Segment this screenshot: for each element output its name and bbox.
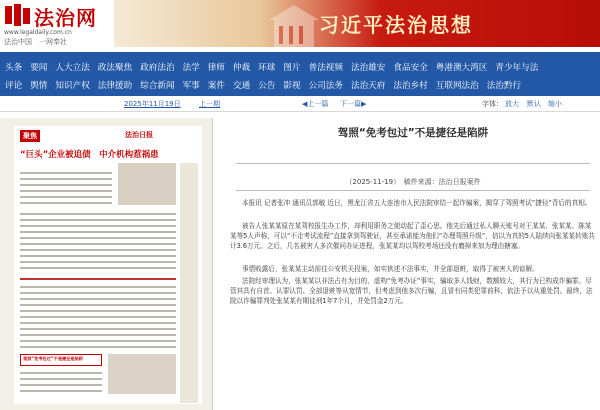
nav-item[interactable]: 公司法务 [308,81,343,91]
nav-item[interactable]: 法律援助 [97,81,133,91]
nav-item[interactable]: 法治乡村 [393,81,428,91]
site-slogan: 法治中国 一网奉社 [4,38,67,46]
site-header [0,0,600,50]
nav-item[interactable]: 影视 [283,81,301,91]
font-label: 字体： [482,100,503,108]
paper-box-title: 驾照“免考包过”不是捷径是陷阱 [23,356,83,361]
paper-cartoon [108,354,176,394]
main-nav [0,52,600,96]
nav-item[interactable]: 普法视频 [308,63,343,73]
nav-item[interactable]: 交通 [232,81,251,91]
nav-row-1 [5,61,546,73]
article-paragraph: 被告人张某某原在某驾校报生办工作，却利用职务之便动起了歪心思。他先后通过私人聊天账号对王某某、张某某、陈某某等5人声称，可以“不走考试流程”直接拿到驾驶证，甚至承诺能为他们“办理驾照升级”，信以为真的5人陆续向张某某转账共计3.6万元。之后，几名被害人多次催问办证进程，张某某均以驾校考场还没有磨掉来加为理由搪塞。 [230,222,595,250]
nav-item[interactable]: 图片 [283,63,301,73]
article-meta: （2025-11-19） 稿件来源：法治日报案件 [345,178,481,186]
font-large-button[interactable]: 放大 [505,100,519,108]
article-view [226,118,600,410]
nav-item[interactable]: 要闻 [30,63,48,73]
paper-section: 聚焦 [20,130,40,142]
nav-item[interactable]: 法治天府 [350,81,386,91]
site-url: www.legaldaily.com.cn [4,29,72,36]
nav-item[interactable]: 军事 [182,81,200,91]
font-default-button[interactable]: 默认 [527,100,541,108]
paper-headline: “巨头”企业被追债 中介机构惹祸患 [20,150,159,160]
issue-date[interactable]: 2025年11月19日 [124,100,181,108]
divider [236,163,590,164]
nav-item[interactable]: 综合新闻 [140,81,175,91]
paper-photo [118,163,176,205]
newspaper-page-thumbnail[interactable] [0,118,213,410]
nav-item[interactable]: 公告 [258,81,276,91]
nav-item[interactable]: 仲裁 [232,63,251,73]
toolbar [0,98,600,112]
article-paragraph: 事情败露后，张某某主动前往公安机关投案，如实供述不法事实，并全部退赃，取得了被害人的谅解。 [242,265,539,273]
nav-item[interactable]: 知识产权 [55,81,90,91]
banner-title: 习近平法治思想 [319,13,473,37]
building-icon [264,0,324,47]
nav-item[interactable]: 粤港澳大湾区 [435,63,488,73]
nav-item[interactable]: 青少年与法 [495,63,539,73]
nav-item[interactable]: 案件 [207,81,225,91]
prev-article-link[interactable]: ◀上一篇 [302,100,329,108]
nav-item[interactable]: 环球 [258,63,276,73]
nav-item[interactable]: 互联网法治 [435,81,479,91]
prev-issue-link[interactable]: 上一期 [199,100,220,108]
article-paragraph: 法院经审理认为，张某某以非法占有为目的，虚构“免考办证”事实，骗取多人钱财，数额较大，其行为已构成诈骗罪。尽管其具有自首、认罪认罚、全部退赃等从宽情节，但考虑到他多次行骗，且冒有同类犯罪前科，依法予以从重处罚。最终，法院以诈骗罪判处张某某有期徒刑1年7个月，并处罚金2万元。 [230,277,593,305]
nav-item[interactable]: 政府法治 [140,63,175,73]
font-small-button[interactable]: 缩小 [548,100,562,108]
logo-mark-icon [4,3,32,27]
nav-item[interactable]: 法治黔行 [486,81,522,91]
paper-masthead: 法治日报 [125,130,153,139]
article-paragraph: 本报讯 记者张冲 通讯员郭敏 近日，黑龙江省五大连池市人民法院审结一起诈骗案，揭穿了驾照考试“捷径”背后的真相。 [242,199,592,207]
nav-row-2 [5,79,529,91]
nav-item[interactable]: 法学 [182,63,200,73]
nav-item[interactable]: 食品安全 [393,63,428,73]
next-article-link[interactable]: 下一篇▶ [340,100,367,108]
nav-item[interactable]: 舆情 [30,81,48,91]
nav-item[interactable]: 人大立法 [55,63,90,73]
nav-item[interactable]: 评论 [5,81,23,91]
nav-item[interactable]: 头条 [5,63,23,73]
paper-side-column [180,163,198,403]
banner[interactable] [114,0,600,47]
article-title: 驾照“免考包过”不是捷径是陷阱 [337,127,489,139]
site-logo[interactable]: 法治网 [34,6,97,30]
nav-item[interactable]: 政法聚焦 [97,63,133,73]
nav-item[interactable]: 法治雄安 [350,63,386,73]
divider [236,190,590,191]
nav-item[interactable]: 律师 [207,63,225,73]
